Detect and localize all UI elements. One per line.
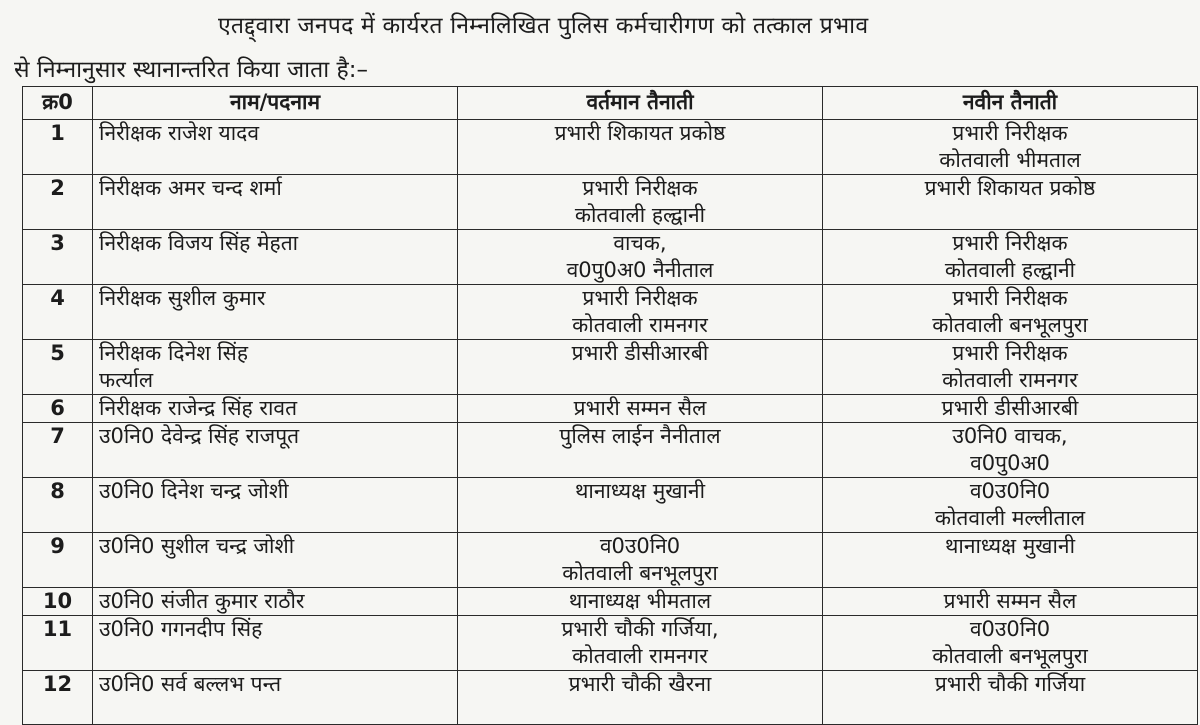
current-posting [458, 423, 823, 478]
employee-name [93, 671, 458, 725]
new-posting [823, 340, 1198, 395]
table-row [23, 230, 1198, 285]
new-posting [823, 230, 1198, 285]
table-row [23, 285, 1198, 340]
current-posting [458, 588, 823, 616]
current-posting [458, 285, 823, 340]
current-posting [458, 230, 823, 285]
new-posting [823, 175, 1198, 230]
new-posting [823, 478, 1198, 533]
table-row [23, 340, 1198, 395]
employee-name-line: उ0नि0 सुशील चन्द्र जोशी [99, 534, 295, 558]
employee-name [93, 175, 458, 230]
serial-number: 9 [23, 533, 93, 588]
new-posting-line: कोतवाली रामनगर [942, 368, 1078, 392]
employee-name-line: फर्त्याल [99, 368, 154, 392]
current-posting-line: प्रभारी चौकी गर्जिया, [561, 617, 719, 641]
intro-line-2: से निम्नानुसार स्थानान्तरित किया जाता है:– [14, 57, 368, 83]
employee-name [93, 423, 458, 478]
employee-name-line: निरीक्षक विजय सिंह मेहता [99, 231, 299, 255]
header-row [23, 87, 1198, 120]
current-posting-line: व0पु0अ0 नैनीताल [566, 258, 714, 282]
serial-number: 7 [23, 423, 93, 478]
table-row [23, 588, 1198, 616]
serial-number: 6 [23, 395, 93, 423]
employee-name [93, 588, 458, 616]
current-posting [458, 671, 823, 725]
new-posting-line: प्रभारी निरीक्षक [952, 121, 1068, 145]
current-posting-line: कोतवाली हल्द्वानी [574, 203, 706, 227]
employee-name-line: निरीक्षक अमर चन्द शर्मा [99, 176, 282, 200]
serial-number: 10 [23, 588, 93, 616]
new-posting-line: व0पु0अ0 [970, 451, 1050, 475]
serial-number: 8 [23, 478, 93, 533]
employee-name-line: उ0नि0 सर्व बल्लभ पन्त [99, 672, 282, 696]
employee-name-line: निरीक्षक राजेश यादव [99, 121, 259, 145]
employee-name [93, 533, 458, 588]
new-posting-line: प्रभारी चौकी गर्जिया [934, 672, 1086, 696]
new-posting-line: व0उ0नि0 [969, 479, 1051, 503]
new-posting [823, 423, 1198, 478]
new-posting-line: प्रभारी डीसीआरबी [941, 396, 1079, 420]
employee-name [93, 285, 458, 340]
new-posting [823, 671, 1198, 725]
current-posting-line: कोतवाली रामनगर [572, 313, 708, 337]
new-posting-line: कोतवाली बनभूलपुरा [932, 644, 1088, 668]
current-posting [458, 616, 823, 671]
current-posting [458, 120, 823, 175]
serial-number: 11 [23, 616, 93, 671]
employee-name-line: निरीक्षक राजेन्द्र सिंह रावत [99, 396, 298, 420]
current-posting [458, 533, 823, 588]
table-row [23, 616, 1198, 671]
current-posting-line: प्रभारी निरीक्षक [582, 286, 698, 310]
header-name: नाम/पदनाम [93, 87, 458, 120]
new-posting-line: कोतवाली हल्द्वानी [944, 258, 1076, 282]
current-posting-line: प्रभारी निरीक्षक [582, 176, 698, 200]
employee-name [93, 616, 458, 671]
table-row [23, 175, 1198, 230]
employee-name-line: निरीक्षक सुशील कुमार [99, 286, 266, 310]
current-posting-line: प्रभारी सम्मन सैल [573, 396, 707, 420]
employee-name-line: उ0नि0 गगनदीप सिंह [99, 617, 263, 641]
header-new-posting: नवीन तैनाती [823, 87, 1198, 120]
current-posting-line: वाचक, [613, 231, 667, 255]
table-row [23, 671, 1198, 725]
table-header [23, 87, 1198, 120]
current-posting-line: प्रभारी चौकी खैरना [568, 672, 712, 696]
current-posting [458, 175, 823, 230]
table-row [23, 120, 1198, 175]
new-posting-line: थानाध्यक्ष मुखानी [944, 534, 1076, 558]
table-row [23, 533, 1198, 588]
employee-name [93, 230, 458, 285]
table-row [23, 478, 1198, 533]
current-posting-line: प्रभारी डीसीआरबी [571, 341, 709, 365]
current-posting [458, 340, 823, 395]
current-posting-line: थानाध्यक्ष मुखानी [574, 479, 706, 503]
current-posting-line: कोतवाली बनभूलपुरा [562, 561, 718, 585]
current-posting-line: व0उ0नि0 [599, 534, 681, 558]
new-posting-line: प्रभारी सम्मन सैल [943, 589, 1077, 613]
new-posting-line: प्रभारी निरीक्षक [952, 341, 1068, 365]
new-posting-line: उ0नि0 वाचक, [952, 424, 1068, 448]
current-posting [458, 395, 823, 423]
new-posting-line: प्रभारी शिकायत प्रकोष्ठ [924, 176, 1096, 200]
employee-name [93, 120, 458, 175]
new-posting [823, 616, 1198, 671]
current-posting-line: प्रभारी शिकायत प्रकोष्ठ [554, 121, 726, 145]
employee-name [93, 478, 458, 533]
transfer-table [22, 86, 1198, 725]
table-row [23, 395, 1198, 423]
employee-name-line: उ0नि0 संजीत कुमार राठौर [99, 589, 305, 613]
table-row [23, 423, 1198, 478]
employee-name-line: निरीक्षक दिनेश सिंह [99, 341, 248, 365]
new-posting-line: प्रभारी निरीक्षक [952, 286, 1068, 310]
new-posting-line: कोतवाली मल्लीताल [934, 506, 1086, 530]
new-posting-line: कोतवाली भीमताल [939, 148, 1081, 172]
new-posting [823, 588, 1198, 616]
table-body [23, 120, 1198, 725]
new-posting [823, 120, 1198, 175]
current-posting-line: पुलिस लाईन नैनीताल [559, 424, 721, 448]
new-posting [823, 395, 1198, 423]
new-posting-line: कोतवाली बनभूलपुरा [932, 313, 1088, 337]
header-current-posting: वर्तमान तैनाती [458, 87, 823, 120]
serial-number: 4 [23, 285, 93, 340]
intro-line-1: एतद्द्वारा जनपद में कार्यरत निम्नलिखित पुलिस कर्मचारीगण को तत्काल प्रभाव [218, 13, 869, 39]
new-posting [823, 285, 1198, 340]
current-posting [458, 478, 823, 533]
employee-name [93, 340, 458, 395]
serial-number: 12 [23, 671, 93, 725]
new-posting [823, 533, 1198, 588]
serial-number: 5 [23, 340, 93, 395]
current-posting-line: कोतवाली रामनगर [572, 644, 708, 668]
new-posting-line: प्रभारी निरीक्षक [952, 231, 1068, 255]
serial-number: 2 [23, 175, 93, 230]
employee-name-line: उ0नि0 देवेन्द्र सिंह राजपूत [99, 424, 300, 448]
current-posting-line: थानाध्यक्ष भीमताल [568, 589, 712, 613]
header-serial: क्र0 [23, 87, 93, 120]
employee-name [93, 395, 458, 423]
serial-number: 3 [23, 230, 93, 285]
serial-number: 1 [23, 120, 93, 175]
new-posting-line: व0उ0नि0 [969, 617, 1051, 641]
employee-name-line: उ0नि0 दिनेश चन्द्र जोशी [99, 479, 289, 503]
